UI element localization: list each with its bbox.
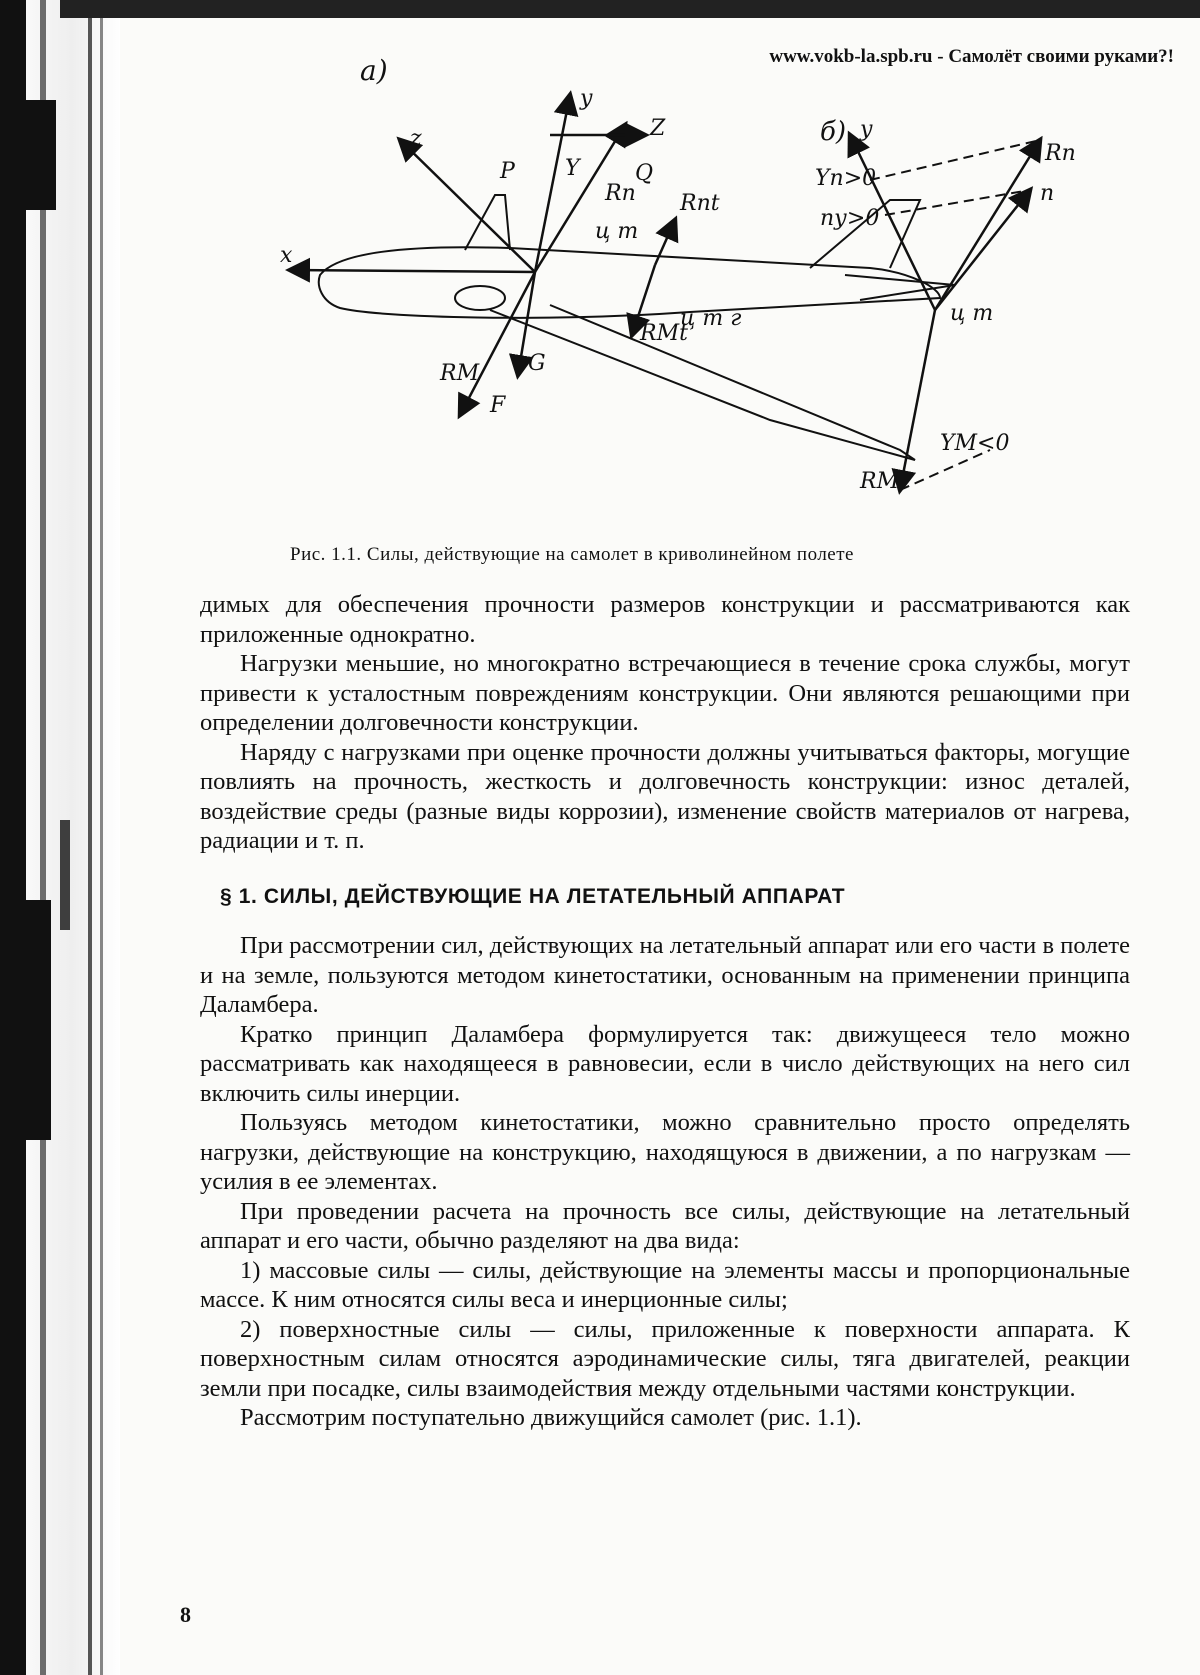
- label-panel-b: б): [820, 117, 847, 147]
- paragraph: Кратко принцип Даламбера формулируется так: движущееся тело можно рассматривать как находящееся в равновесии, если в число действующих на него сил включить силы инерции.: [200, 1020, 1130, 1107]
- svg-text:ц т г: ц т г: [680, 306, 742, 331]
- vector-Rnt: [655, 220, 675, 265]
- svg-text:RМt: RМt: [640, 321, 688, 346]
- book-page: [180, 0, 1180, 1675]
- svg-text:Y: Y: [565, 156, 580, 181]
- svg-text:ц т: ц т: [595, 219, 639, 244]
- svg-text:y: y: [860, 117, 873, 142]
- figure-1-1: [250, 50, 1170, 540]
- svg-text:Yп>0: Yп>0: [815, 166, 877, 191]
- label-panel-a: а): [360, 54, 388, 87]
- svg-text:x: x: [280, 243, 293, 268]
- svg-text:n: n: [1040, 181, 1055, 206]
- svg-text:P: P: [500, 159, 515, 184]
- svg-text:RМ: RМ: [860, 469, 900, 494]
- axis-x: [290, 270, 535, 272]
- vector-b-RM: [900, 310, 935, 490]
- paragraph: Нагрузки меньшие, но многократно встречающиеся в течение срока службы, могут привести к усталостным повреждениям конструкции. Они являются решающими при определении долговечности конструкции.: [200, 650, 1130, 736]
- paragraph: Рассмотрим поступательно движущийся самолет (рис. 1.1).: [240, 1404, 862, 1431]
- paragraph: Наряду с нагрузками при оценке прочности должны учитываться факторы, могущие повлиять на прочность, жесткость и долговечность конструкции: износ деталей, воздействие среды (разные виды коррозии), изменение свойств материалов от нагрева, радиации и т. п.: [200, 738, 1130, 854]
- svg-text:G: G: [528, 351, 546, 376]
- section-heading: § 1. СИЛЫ, ДЕЙСТВУЮЩИЕ НА ЛЕТАТЕЛЬНЫЙ АППАРАТ: [220, 884, 846, 908]
- svg-text:Q: Q: [635, 161, 654, 186]
- svg-text:y: y: [580, 86, 593, 111]
- paragraph: При проведении расчета на прочность все силы, действующие на летательный аппарат и его части, обычно разделяют на два вида:: [200, 1197, 1130, 1254]
- paragraph: Пользуясь методом кинетостатики, можно сравнительно просто определять нагрузки, действующие на конструкцию, находящуюся в движении, а по нагрузкам — усилия в ее элементах.: [200, 1109, 1130, 1195]
- svg-text:F: F: [490, 393, 506, 418]
- svg-text:ц т: ц т: [950, 301, 994, 326]
- aircraft-force-diagram: [250, 50, 1170, 540]
- paragraph: При рассмотрении сил, действующих на летательный аппарат или его части в полете и на земле, пользуются методом кинетостатики, основанным на применении принципа Даламбера.: [200, 932, 1130, 1018]
- svg-text:RМ: RМ: [440, 361, 480, 386]
- svg-text:nу>0: nу>0: [820, 206, 880, 231]
- svg-text:Rп: Rп: [605, 181, 636, 206]
- svg-text:z: z: [410, 126, 422, 151]
- figure-caption: Рис. 1.1. Силы, действующие на самолет в криволинейном полете: [290, 544, 854, 565]
- page-number: 8: [180, 1602, 191, 1627]
- book-spine-shadow: [0, 0, 120, 1675]
- svg-text:Z: Z: [650, 116, 666, 141]
- list-item: 1) массовые силы — силы, действующие на элементы массы и пропорциональные массе. К ним относятся силы веса и инерционные силы;: [200, 1256, 1130, 1313]
- vector-b-n: [935, 190, 1030, 310]
- svg-text:YМ<0: YМ<0: [940, 431, 1010, 456]
- svg-text:Rп: Rп: [1045, 141, 1076, 166]
- svg-text:Rпt: Rпt: [680, 191, 720, 216]
- vector-b-Rn: [935, 140, 1040, 310]
- site-watermark: www.vokb-la.spb.ru - Самолёт своими руками?!: [769, 46, 1174, 67]
- body-text: [200, 590, 1130, 1433]
- list-item: 2) поверхностные силы — силы, приложенные к поверхности аппарата. К поверхностным силам относятся аэродинамические силы, тяга двигателей, реакции земли при посадке, силы взаимодействия между отдельными частями конструкции.: [200, 1315, 1130, 1402]
- paragraph: димых для обеспечения прочности размеров конструкции и рассматриваются как приложенные однократно.: [200, 591, 1130, 648]
